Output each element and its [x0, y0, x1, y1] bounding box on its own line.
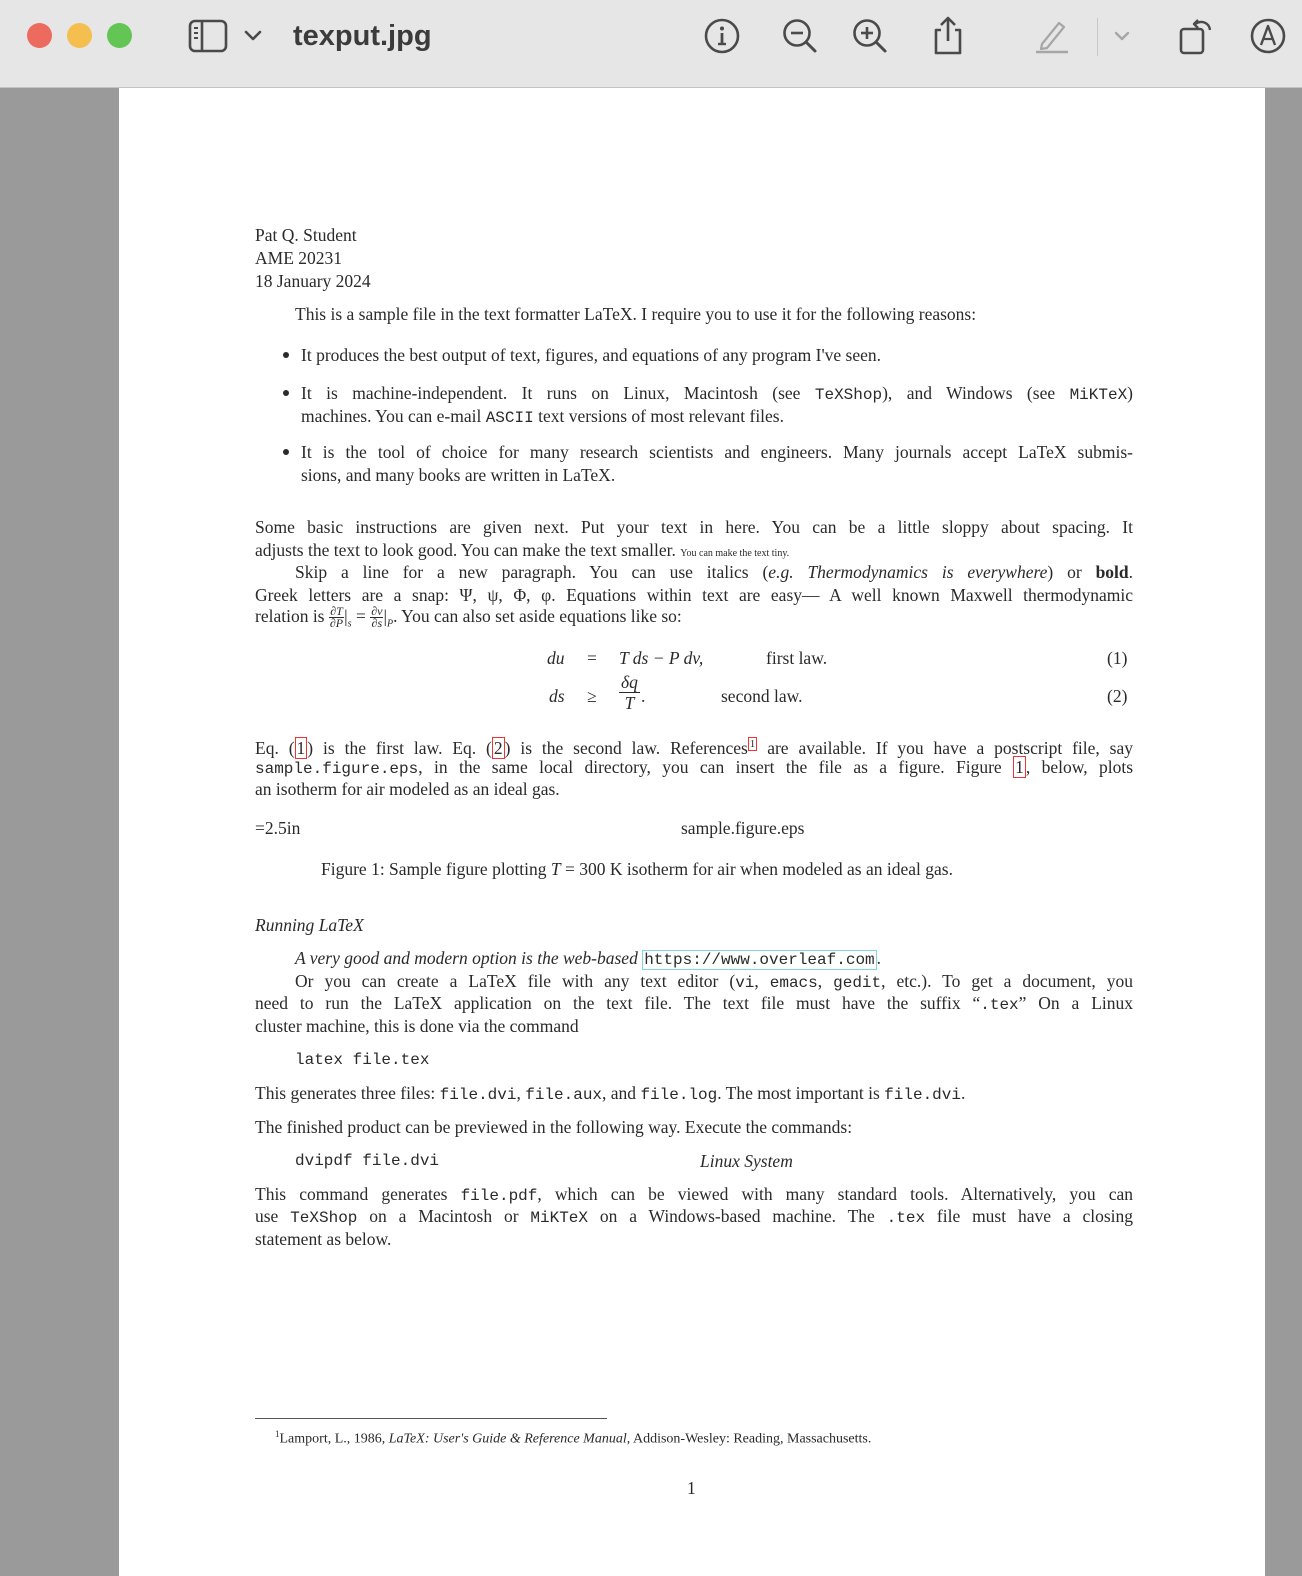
rotate-icon[interactable] [1176, 16, 1216, 56]
equation-op: ≥ [587, 686, 597, 706]
bullet-item: It produces the best output of text, figures, and equations of any program I've seen. [301, 345, 882, 365]
equation-ref-link[interactable]: 2 [493, 737, 503, 758]
document-page: Pat Q. Student AME 20231 18 January 2024 This is a sample file in the text formatter LaTeX. I require you to use it for the following reasons: It produces the best output of text, figures, and equations of any program I've seen. It is machine-independent. It runs on Linux, Macintosh (see TeXShop), and Windows (see MiKTeX) machines. You can e-mail ASCII text versions of most relevant files. It is the tool of choice for many research scientists and engineers. Many journals accept LaTeX submis- sions, and many books are written in LaTeX. Some basic instructions are given next. Put your text in here. You can be a little sloppy about spacing. It adjusts the text to look good. You can make the text smaller. You can make the text tiny. Skip a line for a new paragraph. You can use italics (e.g. Thermodynamics is everywhere) or bold. Greek letters are a snap: Ψ, ψ, Φ, φ. Equations within text are easy— A well known Maxwell thermodynamic relation is $\frac{\partial T}{\partial P}$ $|_s$ = $\frac{\partial v}{\partial s}$ $|_P$. You can also set aside equations like so: du = T ds − P dv, first law. (1) ds ≥ δq T . second law. (2) Eq. ( 1 ) is the first law. Eq. ( 2 ) is the second law. References $^1$ are available. If you have a postscript file, say sample.figure.eps, in the same local directory, you can insert the file as a figure. Figure 1 , below, plots an isotherm for air modeled as an ideal gas. =2.5in sample.figure.eps Figure 1: Sample figure plotting T = 300 K isotherm for air when modeled as an ideal gas. Running LaTeX A very good and modern option is the web-based https://www.overleaf.com . Or you can create a LaTeX file with any text editor (vi, emacs, gedit, etc.). To get a document, you need to run the LaTeX application on the text file. The text file must have the suffix “.tex” On a Linux cluster machine, this is done via the command latex file.tex This generates three files: file.dvi, file.aux, and file.log. The most important is file.dvi. The finished product can be previewed in the following way. Execute the commands: dvipdf file.dvi Linux System This command generates file.pdf, which can be viewed with many standard tools. Alternatively, you can use TeXShop on a Macintosh or MiKTeX on a Windows-based machine. The .tex file must have a closing statement as below. $^1$Lamport, L., 1986, LaTeX: User's Guide & Reference Manual, Addison-Wesley: Reading, Massachusetts. 1 [119, 88, 1265, 1576]
bullet-item: It is machine-independent. It runs on Linux, Macintosh (see TeXShop), and Windows (see MiKTeX) [301, 383, 1133, 404]
tiny-text: You can make the text tiny. [680, 548, 790, 559]
share-icon[interactable] [928, 16, 968, 56]
paragraph-line: This generates three files: file.dvi, file.aux, and file.log. The most important is file.dvi. [255, 1083, 966, 1104]
paragraph-line: Skip a line for a new paragraph. You can use italics (e.g. Thermodynamics is everywhere) or bold. [295, 562, 1134, 582]
minimize-button[interactable] [67, 23, 92, 48]
equation-lhs: ds [549, 686, 565, 706]
paragraph-line: sample.figure.eps, in the same local directory, you can insert the file as a figure. Figure 1 , below, plots [255, 757, 1133, 778]
paragraph-line: This command generates file.pdf, which can be viewed with many standard tools. Alternatively, you can [255, 1184, 1133, 1205]
equation-lhs: du [547, 648, 565, 668]
paragraph-line: need to run the LaTeX application on the text file. The text file must have the suffix “.tex” On a Linux [255, 993, 1133, 1014]
section-title: Running LaTeX [255, 915, 364, 935]
paragraph-line: Eq. ( 1 ) is the first law. Eq. ( 2 ) is the second law. References $^1$ are available. If you have a postscript file, say [255, 737, 1133, 758]
equation-op: = [587, 648, 597, 668]
equation-ref-link[interactable]: 1 [296, 737, 306, 758]
command-line: latex file.tex [295, 1051, 430, 1069]
course-line: AME 20231 [255, 248, 343, 268]
info-icon[interactable] [702, 16, 742, 56]
date-line: 18 January 2024 [255, 271, 371, 291]
figure-filename: sample.figure.eps [681, 818, 805, 838]
intro-paragraph: This is a sample file in the text formatter LaTeX. I require you to use it for the following reasons: [295, 304, 977, 324]
sidebar-icon[interactable] [187, 16, 229, 56]
bullet-dot [283, 449, 289, 455]
overleaf-link[interactable]: https://www.overleaf.com [644, 951, 875, 969]
paragraph-line: statement as below. [255, 1229, 392, 1249]
toolbar-divider [1097, 18, 1098, 56]
close-button[interactable] [27, 23, 52, 48]
chevron-down-icon[interactable] [241, 16, 265, 56]
window-title: texput.jpg [293, 20, 432, 52]
bullet-dot [283, 390, 289, 396]
equation-label: first law. [766, 648, 828, 668]
equation-label: second law. [721, 686, 803, 706]
paragraph-line: A very good and modern option is the web-based https://www.overleaf.com . [295, 948, 882, 969]
bold-text: bold [1095, 562, 1129, 582]
paragraph-line: relation is $\frac{\partial T}{\partial P}$ $|_s$ = $\frac{\partial v}{\partial s}$ $|_P$. You can also set aside equations like so: [255, 604, 682, 631]
author-line: Pat Q. Student [255, 225, 357, 245]
window-toolbar [0, 0, 1302, 88]
equation-rhs: T ds − P dv, [619, 648, 704, 668]
zoom-in-icon[interactable] [850, 16, 890, 56]
figure-ref-link[interactable]: 1 [1015, 757, 1024, 777]
paragraph-line: Some basic instructions are given next. Put your text in here. You can be a little sloppy about spacing. It [255, 517, 1133, 537]
equation-number: (1) [1107, 648, 1128, 668]
zoom-out-icon[interactable] [780, 16, 820, 56]
figure-width-text: =2.5in [255, 818, 301, 838]
footnote-rule [255, 1418, 607, 1419]
equation-fraction: δq T [621, 672, 638, 713]
markup-circle-icon[interactable] [1248, 16, 1288, 56]
figure-caption: Figure 1: Sample figure plotting T = 300 K isotherm for air when modeled as an ideal gas. [321, 859, 953, 879]
paragraph-line: Or you can create a LaTeX file with any text editor (vi, emacs, gedit, etc.). To get a document, you [295, 971, 1134, 992]
paragraph-line: adjusts the text to look good. You can make the text smaller. You can make the text tiny. [255, 540, 790, 560]
command-note: Linux System [700, 1151, 793, 1171]
paragraph-line: use TeXShop on a Macintosh or MiKTeX on a Windows-based machine. The .tex file must have a closing [255, 1206, 1134, 1227]
paragraph-line: The finished product can be previewed in the following way. Execute the commands: [255, 1117, 853, 1137]
bullet-item-line2: sions, and many books are written in LaTeX. [301, 465, 616, 485]
chevron-down-icon[interactable] [1110, 16, 1134, 56]
bullet-item: It is the tool of choice for many research scientists and engineers. Many journals accept LaTeX submis- [301, 442, 1133, 462]
paragraph-line: Greek letters are a snap: Ψ, ψ, Φ, φ. Equations within text are easy— A well known Maxwell thermodynamic [255, 585, 1133, 605]
command-line: dvipdf file.dvi [295, 1152, 440, 1170]
markup-pen-icon[interactable] [1032, 16, 1072, 56]
latex-logo: LaTeX [584, 304, 633, 324]
zoom-button[interactable] [107, 23, 132, 48]
bullet-item-line2: machines. You can e-mail ASCII text versions of most relevant files. [301, 406, 784, 427]
paragraph-line: cluster machine, this is done via the command [255, 1016, 579, 1036]
footnote: $^1$Lamport, L., 1986, LaTeX: User's Guide & Reference Manual, Addison-Wesley: Reading, Massachusetts. [275, 1429, 872, 1447]
page-number: 1 [687, 1478, 696, 1498]
bullet-dot [283, 352, 289, 358]
footnote-ref-link[interactable]: 1 [749, 738, 756, 750]
equation-number: (2) [1107, 686, 1128, 706]
paragraph-line: an isotherm for air modeled as an ideal gas. [255, 779, 560, 799]
